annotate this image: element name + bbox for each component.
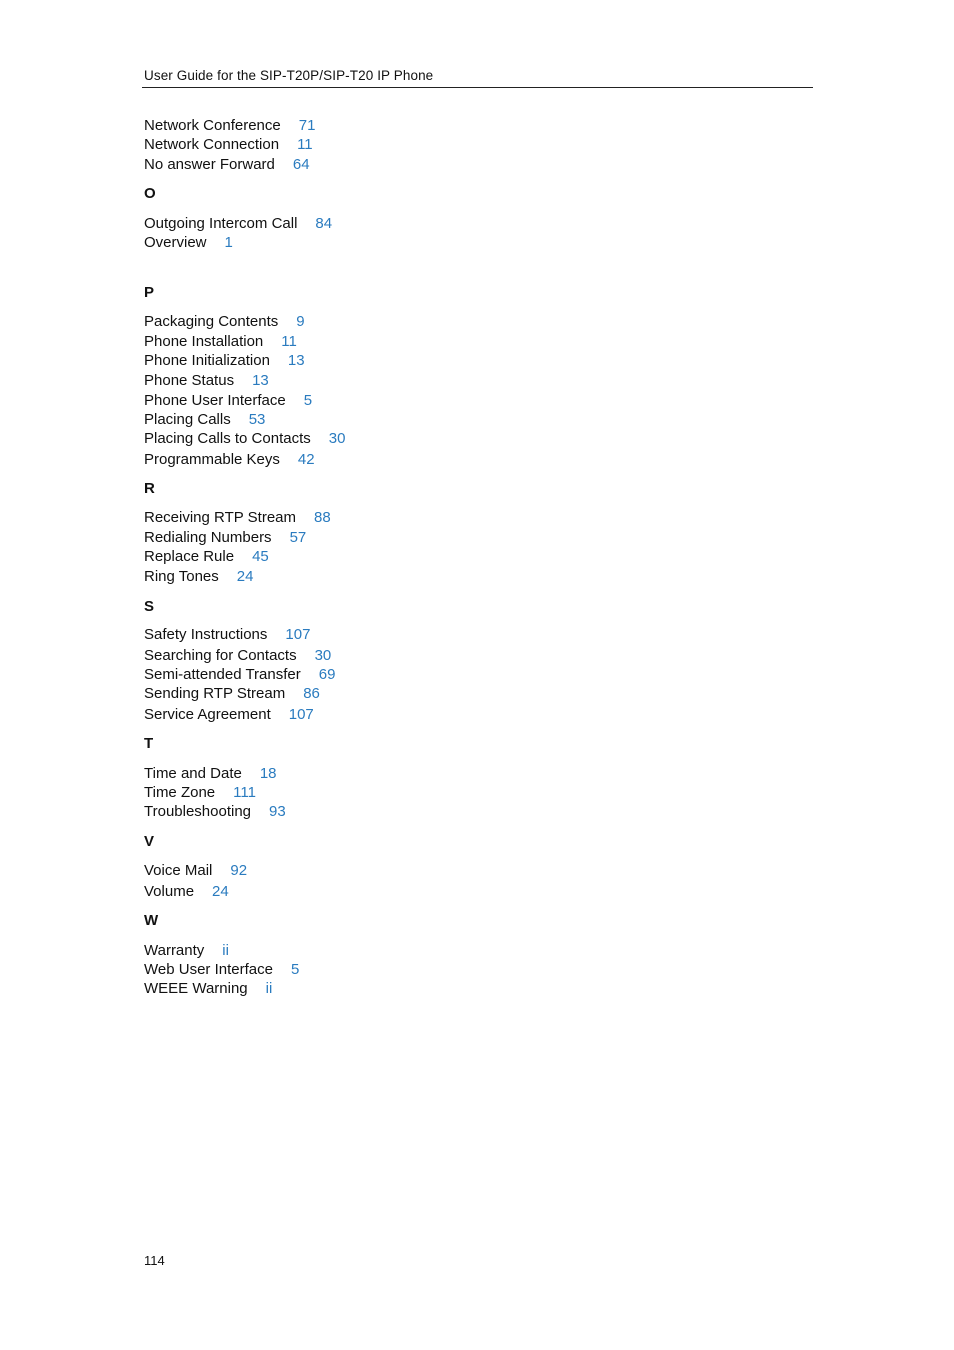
index-term: Volume [144, 883, 195, 900]
index-entry[interactable] [144, 568, 253, 586]
index-term: Network Conference [144, 117, 281, 134]
index-term: Programmable Keys [144, 451, 280, 468]
index-term: Troubleshooting [144, 803, 252, 820]
index-page-link[interactable]: 84 [315, 215, 333, 232]
index-page-link[interactable]: 9 [296, 313, 305, 330]
index-entry[interactable] [144, 647, 331, 665]
index-term: Placing Calls [144, 411, 231, 428]
page-number: 114 [144, 1253, 165, 1268]
index-entry[interactable] [144, 685, 320, 703]
index-page-link[interactable]: 24 [212, 883, 229, 900]
index-entry[interactable] [144, 706, 314, 724]
index-entry[interactable] [144, 234, 233, 252]
index-entry[interactable] [144, 784, 256, 802]
index-page-link[interactable]: 107 [288, 706, 314, 723]
index-term: Packaging Contents [144, 313, 279, 330]
index-page-link[interactable]: 93 [269, 803, 286, 820]
index-entry[interactable] [144, 392, 312, 410]
index-term: Web User Interface [144, 961, 273, 978]
section-letter-t: T [144, 735, 154, 752]
index-term: Network Connection [144, 136, 280, 153]
index-page-link[interactable]: ii [222, 942, 229, 959]
index-entry[interactable] [144, 117, 315, 135]
index-entry[interactable] [144, 862, 247, 880]
index-page-link[interactable]: 5 [303, 392, 313, 409]
index-page-link[interactable]: 86 [303, 685, 320, 702]
index-entry[interactable] [144, 765, 277, 783]
index-entry[interactable] [144, 411, 265, 429]
index-entry[interactable] [144, 980, 272, 998]
index-entry[interactable] [144, 961, 299, 979]
index-entry[interactable] [144, 942, 229, 960]
index-term: Sending RTP Stream [144, 685, 286, 702]
index-page-link[interactable]: 71 [298, 117, 316, 134]
index-term: Warranty [144, 942, 205, 959]
index-entry[interactable] [144, 352, 305, 370]
index-term: Semi-attended Transfer [144, 666, 301, 683]
index-term: Ring Tones [144, 568, 219, 585]
header-divider [142, 87, 813, 88]
index-term: Safety Instructions [144, 626, 268, 643]
index-term: Phone Installation [144, 333, 264, 350]
index-term: Overview [144, 234, 207, 251]
section-letter-w: W [144, 912, 159, 929]
index-term: Time and Date [144, 765, 242, 782]
index-term: Phone Status [144, 372, 235, 389]
index-page-link[interactable]: 24 [236, 568, 254, 585]
index-term: Time Zone [144, 784, 216, 801]
index-term: Phone User Interface [144, 392, 286, 409]
index-page-link[interactable]: 107 [285, 626, 311, 643]
section-letter-p: P [144, 284, 155, 301]
index-term: Voice Mail [144, 862, 213, 879]
index-entry[interactable] [144, 529, 306, 547]
index-page-link[interactable]: 1 [224, 234, 233, 251]
section-letter-o: O [144, 185, 156, 202]
index-entry[interactable] [144, 136, 313, 154]
index-term: Searching for Contacts [144, 647, 297, 664]
index-term: Replace Rule [144, 548, 235, 565]
index-page-link[interactable]: 53 [248, 411, 266, 428]
index-term: Outgoing Intercom Call [144, 215, 298, 232]
index-entry[interactable] [144, 430, 345, 448]
index-page-link[interactable]: 13 [252, 372, 269, 389]
index-term: No answer Forward [144, 156, 275, 173]
index-page-link[interactable]: 64 [292, 156, 310, 173]
index-page-link[interactable]: 11 [281, 333, 297, 350]
index-entry[interactable] [144, 883, 229, 901]
section-letter-v: V [144, 833, 155, 850]
index-term: Placing Calls to Contacts [144, 430, 311, 447]
index-entry[interactable] [144, 451, 315, 469]
index-page-link[interactable]: 42 [297, 451, 315, 468]
index-page-link[interactable]: 30 [314, 647, 332, 664]
index-entry[interactable] [144, 803, 286, 821]
index-entry[interactable] [144, 626, 310, 644]
index-page-link[interactable]: 88 [314, 509, 331, 526]
index-entry[interactable] [144, 509, 331, 527]
index-page-link[interactable]: 11 [297, 136, 313, 153]
index-entry[interactable] [144, 372, 269, 390]
index-page-link[interactable]: 69 [318, 666, 336, 683]
index-page-link[interactable]: 13 [287, 352, 305, 369]
index-page-link[interactable]: 18 [259, 765, 277, 782]
document-title: User Guide for the SIP-T20P/SIP-T20 IP Phone [144, 68, 434, 83]
section-letter-r: R [144, 480, 155, 497]
index-page-link[interactable]: ii [265, 980, 273, 997]
index-page-link[interactable]: 111 [233, 784, 256, 801]
index-term: WEEE Warning [144, 980, 248, 997]
section-letter-s: S [144, 598, 155, 615]
index-term: Redialing Numbers [144, 529, 272, 546]
index-page-link[interactable]: 30 [328, 430, 346, 447]
index-page-link[interactable]: 45 [252, 548, 269, 565]
index-entry[interactable] [144, 548, 269, 566]
index-page-link[interactable]: 5 [290, 961, 300, 978]
index-term: Phone Initialization [144, 352, 270, 369]
index-entry[interactable] [144, 215, 332, 233]
index-term: Receiving RTP Stream [144, 509, 297, 526]
index-entry[interactable] [144, 156, 310, 174]
index-entry[interactable] [144, 313, 305, 331]
index-page-link[interactable]: 57 [289, 529, 307, 546]
index-page-link[interactable]: 92 [230, 862, 248, 879]
index-entry[interactable] [144, 666, 335, 684]
index-entry[interactable] [144, 333, 297, 351]
index-term: Service Agreement [144, 706, 271, 723]
